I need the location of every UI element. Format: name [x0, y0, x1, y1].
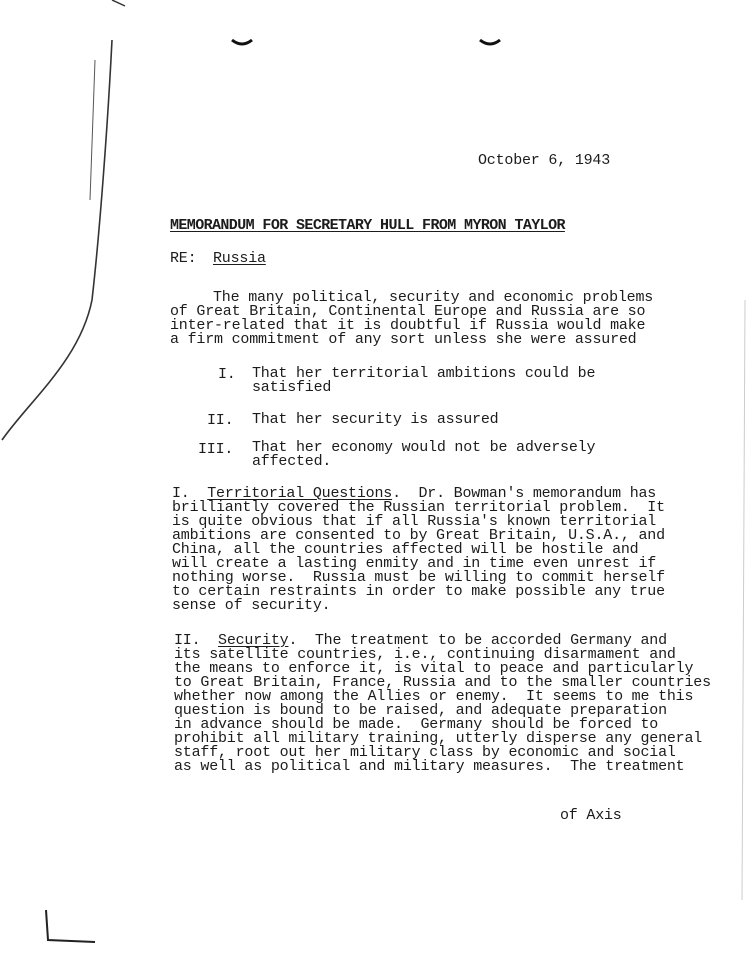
- section-heading: Territorial Questions: [207, 485, 393, 502]
- text-line: question is bound to be raised, and adequate preparation: [174, 702, 667, 719]
- memo-date: October 6, 1943: [478, 152, 611, 169]
- catchword: of Axis: [560, 807, 622, 824]
- list-item: [252, 367, 595, 395]
- right-edge-mark: [742, 300, 745, 900]
- memo-title: MEMORANDUM FOR SECRETARY HULL FROM MYRON TAYLOR: [170, 217, 565, 234]
- re-label: RE:: [170, 250, 197, 267]
- text-line: That her security is assured: [252, 411, 499, 428]
- text-line: a firm commitment of any sort unless she were assured: [170, 331, 637, 348]
- text-line: sense of security.: [172, 597, 331, 614]
- text-line: to certain restraints in order to make possible any true: [172, 583, 665, 600]
- text-line: to Great Britain, France, Russia and to the smaller countries: [174, 674, 711, 691]
- binding-edge-mark: [2, 40, 112, 440]
- section-territorial-questions: [172, 487, 665, 613]
- text-line: ambitions are consented to by Great Britain, U.S.A., and: [172, 527, 665, 544]
- punch-mark-right: [480, 40, 500, 44]
- list-number: II.: [207, 412, 234, 429]
- text-line: the means to enforce it, is vital to peace and particularly: [174, 660, 694, 677]
- text-line: That her territorial ambitions could be: [252, 365, 596, 382]
- text-line: of Great Britain, Continental Europe and Russia are so: [170, 303, 646, 320]
- text-line: satisfied: [252, 379, 332, 396]
- list-number: III.: [198, 441, 234, 458]
- corner-bracket-mark: [46, 910, 95, 942]
- text-line: inter-related that it is doubtful if Russia would make: [170, 317, 646, 334]
- text-line: The many political, security and economic problems: [213, 289, 654, 306]
- text-line: is quite obvious that if all Russia's known territorial: [172, 513, 657, 530]
- binding-edge-mark: [90, 60, 95, 200]
- re-subject: Russia: [213, 250, 266, 267]
- list-item: [252, 413, 498, 427]
- text-line: China, all the countries affected will be hostile and: [172, 541, 639, 558]
- text-line: . Dr. Bowman's memorandum has: [392, 485, 657, 502]
- text-line: . The treatment to be accorded Germany and: [288, 632, 667, 649]
- text-line: whether now among the Allies or enemy. It seems to me this: [174, 688, 694, 705]
- corner-mark: [112, 0, 125, 6]
- text-line: its satellite countries, i.e., continuing disarmament and: [174, 646, 676, 663]
- section-number: I.: [172, 485, 190, 502]
- intro-paragraph: [170, 291, 653, 347]
- text-line: nothing worse. Russia must be willing to commit herself: [172, 569, 665, 586]
- section-number: II.: [174, 632, 201, 649]
- text-line: brilliantly covered the Russian territorial problem. It: [172, 499, 665, 516]
- text-line: affected.: [252, 453, 332, 470]
- text-line: in advance should be made. Germany should be forced to: [174, 716, 659, 733]
- punch-mark-left: [232, 40, 252, 44]
- text-line: will create a lasting enmity and in time even unrest if: [172, 555, 657, 572]
- text-line: staff, root out her military class by economic and social: [174, 744, 676, 761]
- text-line: as well as political and military measures. The treatment: [174, 758, 685, 775]
- section-security: [174, 634, 711, 774]
- text-line: prohibit all military training, utterly disperse any general: [174, 730, 703, 747]
- list-item: [252, 441, 595, 469]
- section-heading: Security: [218, 632, 289, 649]
- list-number: I.: [218, 366, 236, 383]
- text-line: That her economy would not be adversely: [252, 439, 596, 456]
